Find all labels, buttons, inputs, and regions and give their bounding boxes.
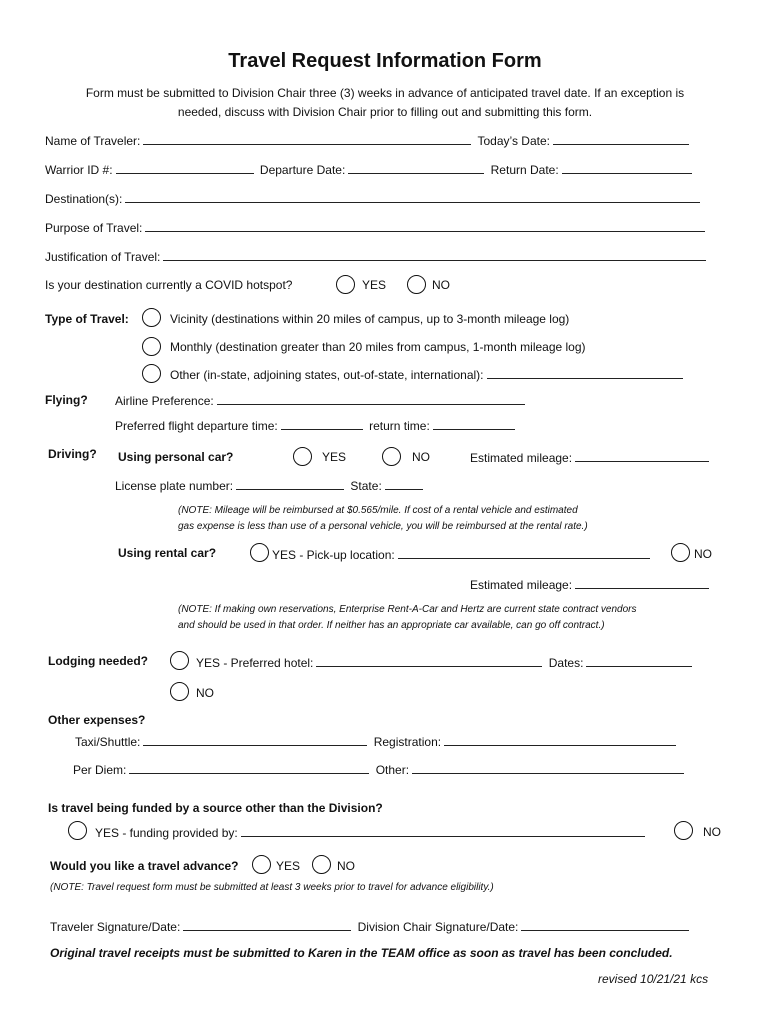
mileage-note-1: (NOTE: Mileage will be reimbursed at $0.565/mile. If cost of a rental vehicle and estimated [178, 505, 578, 516]
rental-yes-label: YES - Pick-up location: [272, 548, 395, 562]
advance-note: (NOTE: Travel request form must be submitted at least 3 weeks prior to travel for advance eligibility.) [50, 882, 494, 893]
destination-field[interactable] [125, 191, 700, 203]
lodging-yes-label: YES - Preferred hotel: [196, 656, 314, 670]
lodging-dates-field[interactable] [586, 655, 692, 667]
departure-time-label: Preferred flight departure time: [115, 419, 278, 433]
rental-car-label: Using rental car? [118, 546, 217, 560]
rental-mileage-row [470, 577, 712, 592]
funding-source-field[interactable] [241, 825, 645, 837]
registration-field[interactable] [444, 734, 676, 746]
personal-mileage-field[interactable] [575, 450, 709, 462]
driving-label: Driving? [48, 447, 97, 461]
chair-signature-field[interactable] [521, 919, 689, 931]
chair-signature-label: Division Chair Signature/Date: [357, 920, 519, 934]
destination-label: Destination(s): [45, 192, 123, 206]
plate-row [115, 478, 426, 493]
lodging-no-label: NO [196, 686, 214, 700]
advance-no-radio[interactable] [312, 855, 331, 874]
covid-no-label: NO [432, 278, 450, 292]
advance-yes-label: YES [276, 859, 301, 873]
return-time-field[interactable] [433, 418, 515, 430]
travel-other-radio[interactable] [142, 364, 161, 383]
departure-label: Departure Date: [259, 163, 346, 177]
funding-no-label: NO [703, 825, 721, 839]
travel-other-row [170, 367, 686, 382]
rental-mileage-field[interactable] [575, 577, 709, 589]
per-diem-row [73, 762, 687, 777]
destination-row [45, 191, 703, 206]
registration-label: Registration: [373, 735, 442, 749]
covid-yes-label: YES [362, 278, 387, 292]
per-diem-label: Per Diem: [73, 763, 127, 777]
personal-car-no-label: NO [412, 450, 430, 464]
travel-monthly-radio[interactable] [142, 337, 161, 356]
mileage-note-2: gas expense is less than use of a personal vehicle, you will be reimbursed at the rental rate.) [178, 521, 588, 532]
advance-question: Would you like a travel advance? [50, 859, 239, 873]
name-label: Name of Traveler: [45, 134, 141, 148]
personal-mileage-label: Estimated mileage: [470, 451, 573, 465]
travel-vicinity-radio[interactable] [142, 308, 161, 327]
hotel-field[interactable] [316, 655, 542, 667]
airline-label: Airline Preference: [115, 394, 214, 408]
funding-question: Is travel being funded by a source other than the Division? [48, 801, 383, 815]
purpose-label: Purpose of Travel: [45, 221, 143, 235]
receipts-footer: Original travel receipts must be submitted to Karen in the TEAM office as soon as travel has been concluded. [50, 946, 673, 960]
id-dates-row [45, 162, 695, 177]
travel-monthly-label: Monthly (destination greater than 20 miles from campus, 1-month mileage log) [170, 340, 586, 354]
traveler-signature-field[interactable] [183, 919, 351, 931]
rental-mileage-label: Estimated mileage: [470, 578, 573, 592]
other-expense-label: Other: [375, 763, 410, 777]
lodging-hotel-row [196, 655, 695, 670]
name-field[interactable] [143, 133, 471, 145]
travel-vicinity-label: Vicinity (destinations within 20 miles of campus, up to 3-month mileage log) [170, 312, 570, 326]
warrior-label: Warrior ID #: [45, 163, 113, 177]
personal-car-yes-label: YES [322, 450, 347, 464]
covid-yes-radio[interactable] [336, 275, 355, 294]
lodging-no-radio[interactable] [170, 682, 189, 701]
intro-line-2: needed, discuss with Division Chair prior to filling out and submitting this form. [177, 105, 593, 119]
airline-row [115, 393, 528, 408]
personal-car-no-radio[interactable] [382, 447, 401, 466]
justification-field[interactable] [163, 249, 706, 261]
lodging-yes-radio[interactable] [170, 651, 189, 670]
taxi-label: Taxi/Shuttle: [75, 735, 141, 749]
funding-no-radio[interactable] [674, 821, 693, 840]
lodging-label: Lodging needed? [48, 654, 148, 668]
funding-yes-label: YES - funding provided by: [95, 826, 238, 840]
personal-car-label: Using personal car? [118, 450, 234, 464]
return-time-label: return time: [369, 419, 430, 433]
travel-other-field[interactable] [487, 367, 683, 379]
covid-no-radio[interactable] [407, 275, 426, 294]
justification-row [45, 249, 709, 264]
purpose-field[interactable] [145, 220, 705, 232]
today-label: Today’s Date: [477, 134, 550, 148]
rental-no-radio[interactable] [671, 543, 690, 562]
airline-field[interactable] [217, 393, 525, 405]
plate-field[interactable] [236, 478, 344, 490]
warrior-id-field[interactable] [116, 162, 254, 174]
flying-label: Flying? [45, 393, 88, 407]
pickup-location-field[interactable] [398, 547, 650, 559]
covid-question: Is your destination currently a COVID hotspot? [45, 278, 293, 292]
page-title: Travel Request Information Form [228, 50, 542, 72]
travel-other-label: Other (in-state, adjoining states, out-of-state, international): [170, 368, 484, 382]
intro-line-1: Form must be submitted to Division Chair three (3) weeks in advance of anticipated travel date. If an exception is [85, 86, 685, 100]
funding-yes-radio[interactable] [68, 821, 87, 840]
rental-pickup-row [272, 547, 653, 562]
flight-times-row [115, 418, 518, 433]
other-expenses-label: Other expenses? [48, 713, 146, 727]
return-date-field[interactable] [562, 162, 692, 174]
plate-label: License plate number: [115, 479, 234, 493]
state-label: State: [350, 479, 382, 493]
personal-car-yes-radio[interactable] [293, 447, 312, 466]
signature-row [50, 919, 692, 934]
other-expense-field[interactable] [412, 762, 684, 774]
today-date-field[interactable] [553, 133, 689, 145]
name-row [45, 133, 692, 148]
rental-no-label: NO [694, 547, 712, 561]
justification-label: Justification of Travel: [45, 250, 161, 264]
rental-note-2: and should be used in that order. If neither has an appropriate car available, can go off contract.) [178, 620, 605, 631]
taxi-field[interactable] [143, 734, 367, 746]
rental-note-1: (NOTE: If making own reservations, Enterprise Rent-A-Car and Hertz are current state contract vendors [178, 604, 637, 615]
traveler-signature-label: Traveler Signature/Date: [50, 920, 181, 934]
personal-mileage-row [470, 450, 712, 465]
departure-date-field[interactable] [348, 162, 484, 174]
advance-no-label: NO [337, 859, 355, 873]
advance-yes-radio[interactable] [252, 855, 271, 874]
revised-note: revised 10/21/21 kcs [598, 972, 709, 986]
lodging-dates-label: Dates: [548, 656, 584, 670]
departure-time-field[interactable] [281, 418, 363, 430]
return-label: Return Date: [490, 163, 559, 177]
state-field[interactable] [385, 478, 423, 490]
per-diem-field[interactable] [129, 762, 369, 774]
taxi-row [75, 734, 679, 749]
type-of-travel-label: Type of Travel: [45, 312, 129, 326]
purpose-row [45, 220, 708, 235]
funding-source-row [95, 825, 648, 840]
rental-yes-radio[interactable] [250, 543, 269, 562]
